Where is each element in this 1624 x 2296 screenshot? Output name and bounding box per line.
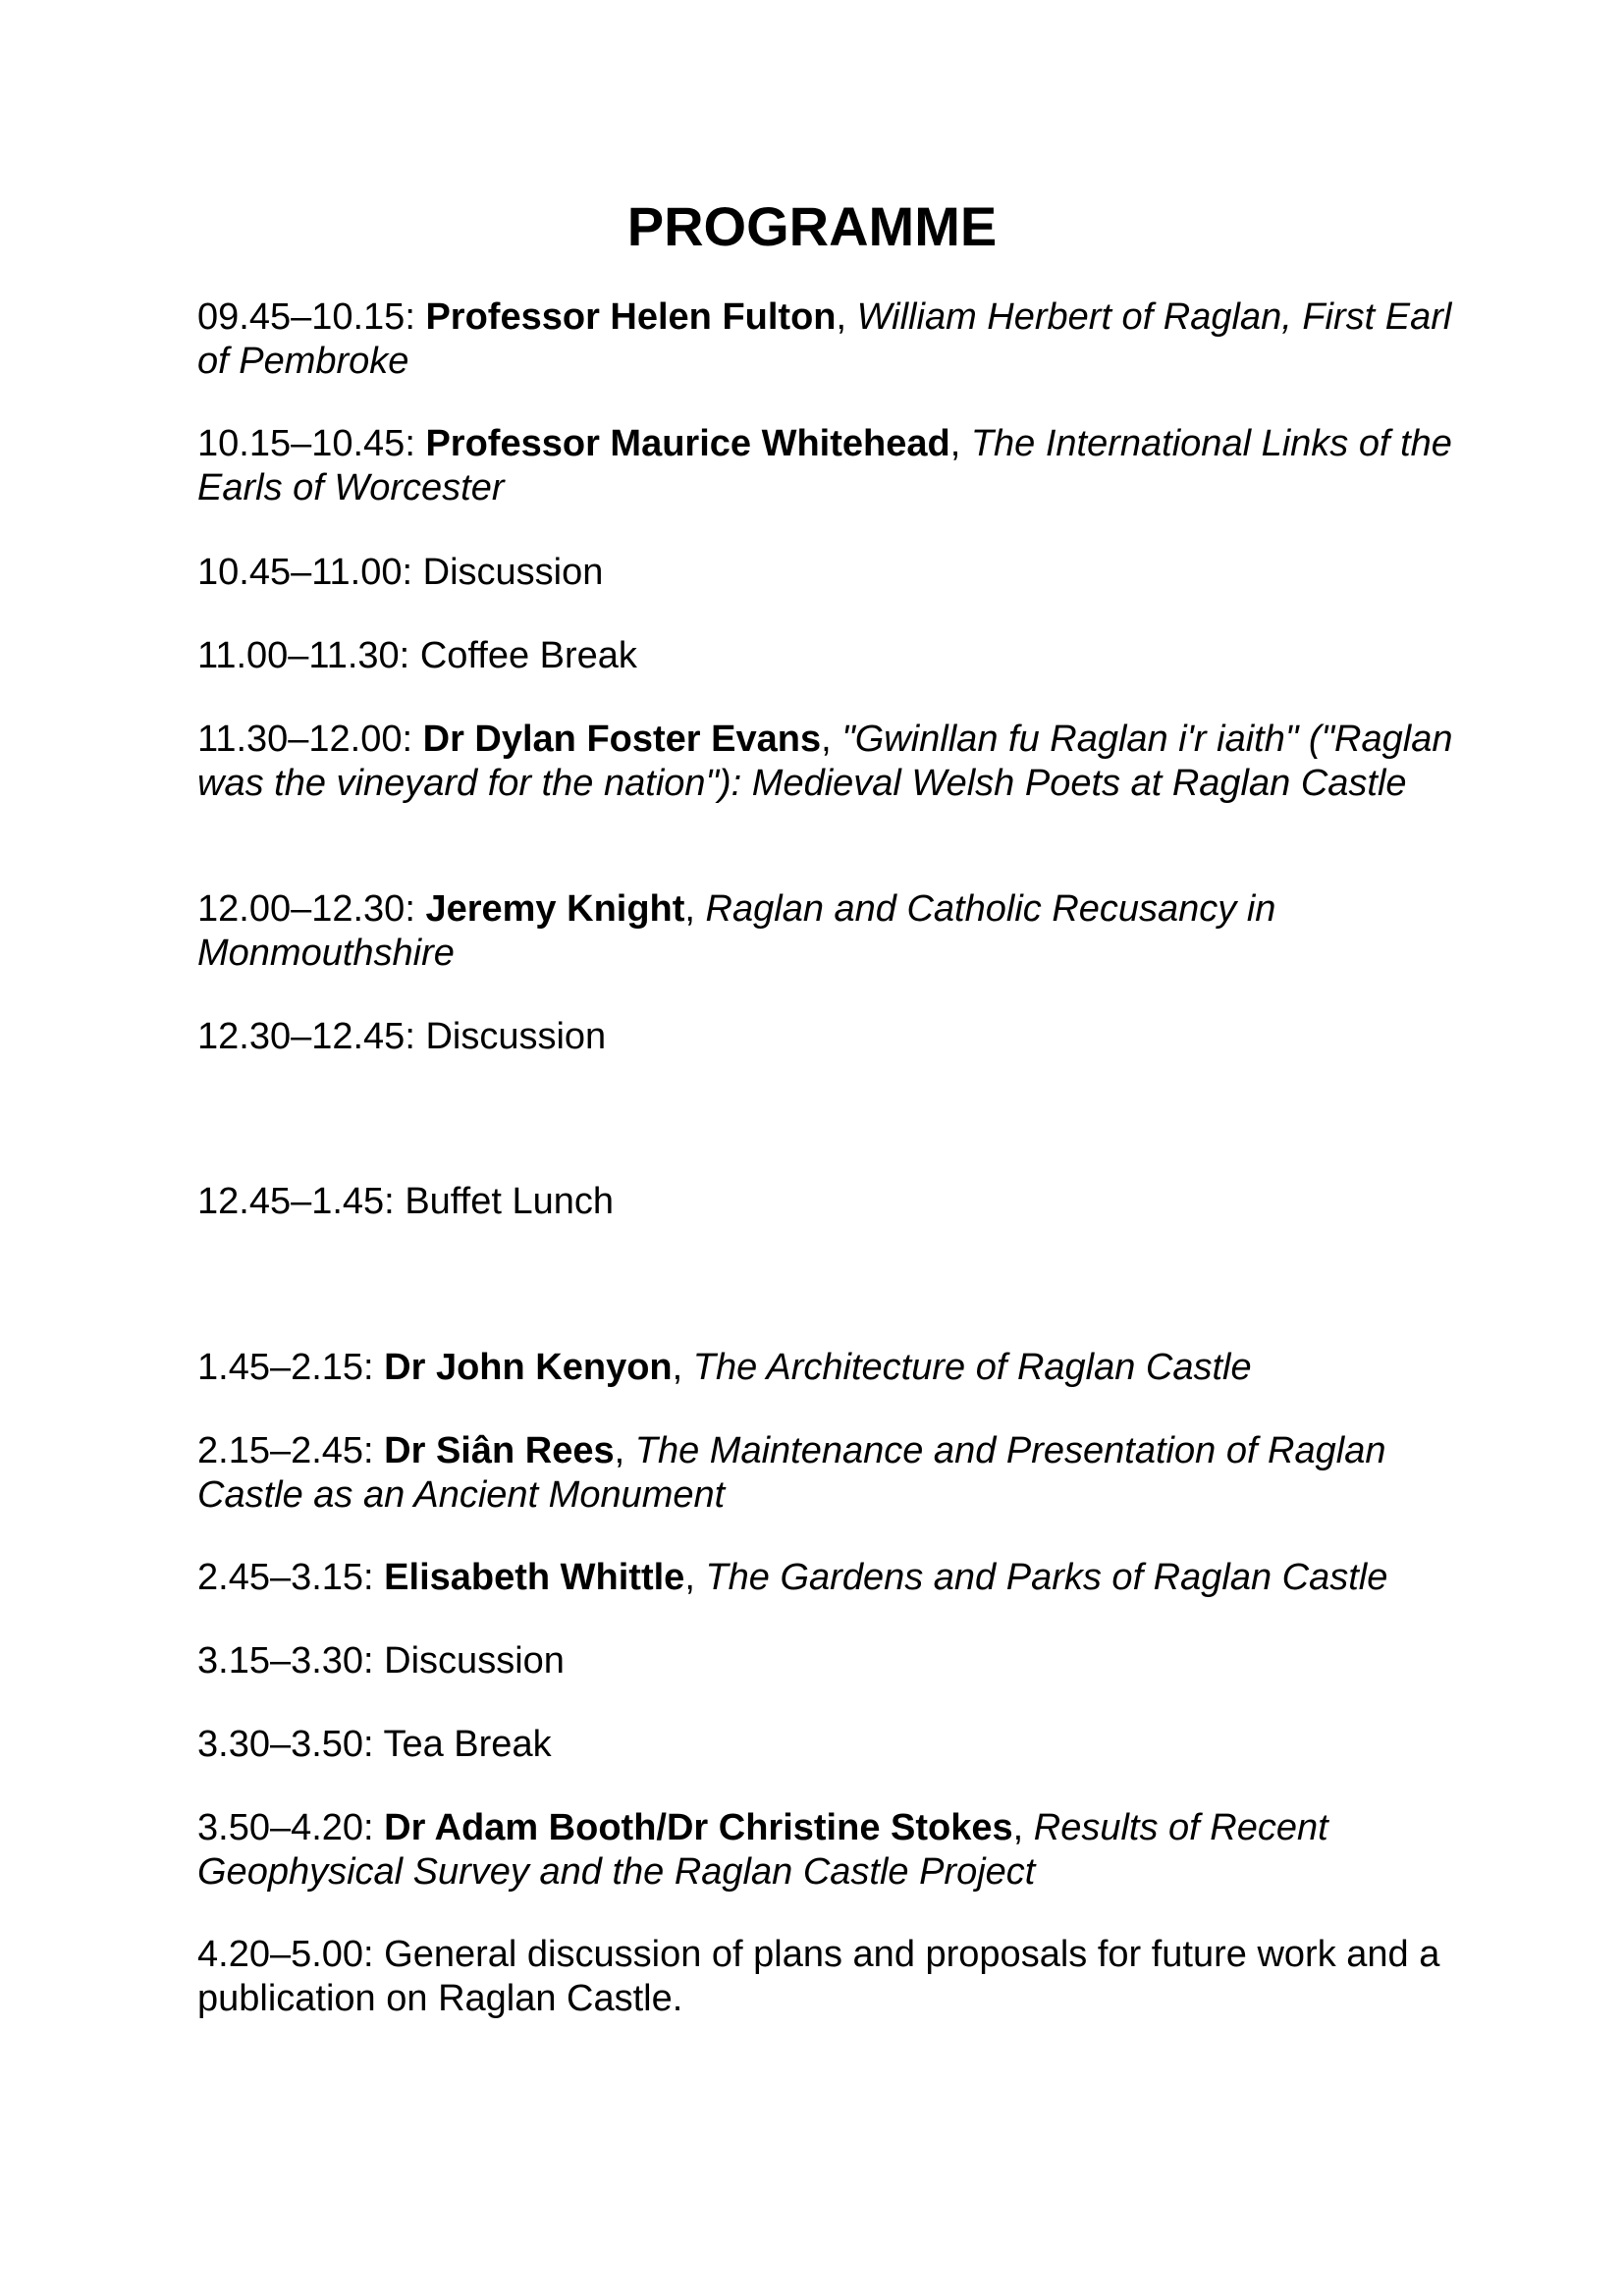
entry-text: Buffet Lunch xyxy=(405,1181,615,1222)
entry-speaker: Professor Maurice Whitehead xyxy=(425,423,950,464)
entry-text: Discussion xyxy=(425,1016,607,1057)
programme-entry xyxy=(197,1806,1464,1895)
entry-speaker: Dr Siân Rees xyxy=(384,1430,615,1471)
programme-entry xyxy=(197,1180,1464,1224)
entry-time: 10.15–10.45: xyxy=(197,423,415,464)
entry-time: 10.45–11.00: xyxy=(197,552,413,593)
programme-entry xyxy=(197,1723,1464,1767)
entry-topic: The International Links of the Earls of Worcester xyxy=(197,423,1452,508)
entry-time: 3.50–4.20: xyxy=(197,1807,374,1848)
entry-time: 09.45–10.15: xyxy=(197,296,415,338)
programme-entry xyxy=(197,1556,1464,1600)
programme-entry xyxy=(197,887,1464,976)
programme-entry xyxy=(197,1346,1464,1390)
entry-text: Discussion xyxy=(422,552,604,593)
programme-entry xyxy=(197,634,1464,678)
entry-topic: "Gwinllan fu Raglan i'r iaith" ("Raglan was the vineyard for the nation"): Medieval Welsh Poets at Raglan Castle xyxy=(197,719,1453,804)
entry-separator: , xyxy=(672,1347,683,1388)
programme-entry xyxy=(197,422,1464,510)
entry-time: 1.45–2.15: xyxy=(197,1347,374,1388)
programme-entry xyxy=(197,1933,1464,2021)
entry-speaker: Dr Dylan Foster Evans xyxy=(422,719,822,760)
programme-entry xyxy=(197,718,1464,806)
entry-time: 12.30–12.45: xyxy=(197,1016,415,1057)
entry-text: Discussion xyxy=(384,1640,565,1682)
programme-entry xyxy=(197,1639,1464,1683)
entry-topic: Results of Recent Geophysical Survey and the Raglan Castle Project xyxy=(197,1807,1328,1893)
entry-separator: , xyxy=(684,888,695,930)
entry-topic: The Maintenance and Presentation of Raglan Castle as an Ancient Monument xyxy=(197,1430,1386,1516)
entry-time: 4.20–5.00: xyxy=(197,1934,374,1975)
entry-speaker: Elisabeth Whittle xyxy=(384,1557,685,1598)
entry-text: General discussion of plans and proposals for future work and a publication on Raglan Castle. xyxy=(197,1934,1440,2019)
entry-time: 3.30–3.50: xyxy=(197,1724,374,1765)
entry-separator: , xyxy=(836,296,847,338)
entry-time: 2.45–3.15: xyxy=(197,1557,374,1598)
entry-separator: , xyxy=(949,423,961,464)
entry-time: 11.00–11.30: xyxy=(197,635,410,676)
entry-time: 2.15–2.45: xyxy=(197,1430,374,1471)
entry-topic: Raglan and Catholic Recusancy in Monmouthshire xyxy=(197,888,1276,974)
entry-speaker: Dr Adam Booth/Dr Christine Stokes xyxy=(384,1807,1013,1848)
entry-speaker: Jeremy Knight xyxy=(425,888,685,930)
entry-speaker: Dr John Kenyon xyxy=(384,1347,673,1388)
entry-text: Coffee Break xyxy=(419,635,637,676)
programme-entry xyxy=(197,551,1464,595)
entry-speaker: Professor Helen Fulton xyxy=(425,296,837,338)
programme-entry xyxy=(197,1015,1464,1059)
entry-time: 12.45–1.45: xyxy=(197,1181,395,1222)
entry-time: 12.00–12.30: xyxy=(197,888,415,930)
entry-topic: The Gardens and Parks of Raglan Castle xyxy=(705,1557,1388,1598)
entry-separator: , xyxy=(684,1557,695,1598)
programme-entry xyxy=(197,1429,1464,1518)
page-title: PROGRAMME xyxy=(626,195,998,257)
entry-separator: , xyxy=(1012,1807,1024,1848)
entry-time: 11.30–12.00: xyxy=(197,719,413,760)
programme-entry xyxy=(197,295,1464,384)
entry-separator: , xyxy=(821,719,832,760)
entry-topic: William Herbert of Raglan, First Earl of Pembroke xyxy=(197,296,1452,382)
entry-separator: , xyxy=(614,1430,625,1471)
entry-time: 3.15–3.30: xyxy=(197,1640,374,1682)
entry-text: Tea Break xyxy=(383,1724,552,1765)
entry-topic: The Architecture of Raglan Castle xyxy=(692,1347,1252,1388)
